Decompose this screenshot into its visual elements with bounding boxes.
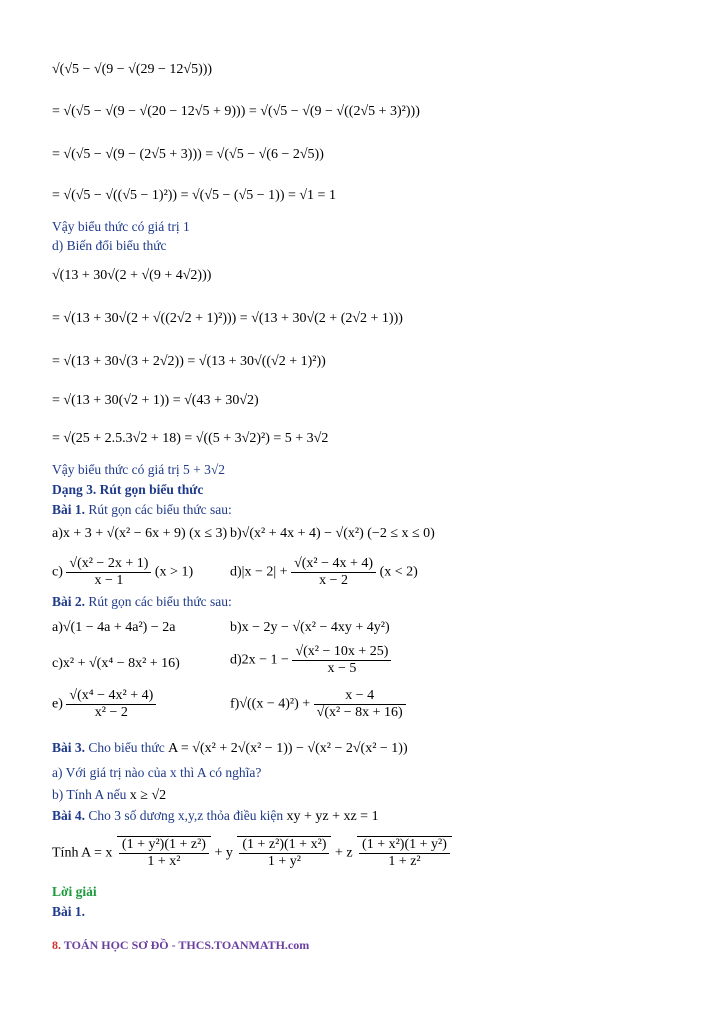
bai4-heading (52, 808, 379, 825)
bai2-f-prefix: f)√((x − 4)²) + (230, 696, 311, 712)
bai1-label: Bài 1. (52, 502, 86, 517)
term2-numerator: (1 + z²)(1 + x²) (239, 837, 329, 854)
bai4-expression (52, 836, 452, 870)
bai1-c-numerator: √(x² − 2x + 1) (66, 556, 151, 573)
c-line-3: = √(√5 − √(9 − (2√5 + 3))) = √(√5 − √(6 − 2√5)) (52, 147, 324, 162)
plus-z: + z (334, 845, 353, 861)
d-line-3: = √(13 + 30√(3 + 2√2)) = √(13 + 30√((√2 + 1)²)) (52, 354, 326, 369)
bai1-c-denominator: x − 1 (94, 573, 124, 588)
bai3-b-expression: x ≥ √2 (129, 788, 167, 803)
bai1-text: Rút gọn các biểu thức sau: (85, 502, 232, 517)
term1-fraction (119, 837, 209, 870)
term2-fraction (239, 837, 329, 870)
bai2-d-fraction (292, 644, 391, 677)
bai4-label: Bài 4. (52, 808, 86, 823)
term3-fraction (359, 837, 450, 870)
bai1-b: b)√(x² + 4x + 4) − √(x²) (−2 ≤ x ≤ 0) (230, 526, 435, 541)
bai1-d-fraction (291, 556, 376, 589)
bai3-b-text: b) Tính A nếu (52, 787, 130, 802)
page-number: 8. (52, 938, 61, 952)
bai1-c-fraction (66, 556, 151, 589)
bai2-d-numerator: √(x² − 10x + 25) (292, 644, 391, 661)
bai1-d (230, 556, 418, 589)
c-line-2: = √(√5 − √(9 − √(20 − 12√5 + 9))) = √(√5 − √(9 − √((2√5 + 3)²))) (52, 104, 420, 119)
bai2-d-prefix: d)2x − 1 − (230, 652, 289, 668)
bai2-f-fraction (314, 688, 406, 721)
conclusion-d: Vậy biểu thức có giá trị 5 + 3√2 (52, 462, 226, 477)
bai2-label: Bài 2. (52, 594, 86, 609)
term2-radical (237, 836, 331, 870)
term3-radical (357, 836, 452, 870)
bai4-text: Cho 3 số dương x,y,z thỏa điều kiện (85, 808, 287, 823)
bai2-e-fraction (66, 688, 156, 721)
tinh-prefix: Tính A = x (52, 845, 113, 861)
bai1-c-prefix: c) (52, 564, 63, 580)
bai1-d-denominator: x − 2 (319, 573, 349, 588)
bai3-text: Cho biểu thức (85, 740, 169, 755)
bai1-d-prefix: d)|x − 2| + (230, 564, 288, 580)
conclusion-c: Vậy biểu thức có giá trị 1 (52, 219, 190, 234)
bai2-d-denominator: x − 5 (327, 661, 357, 676)
bai1-d-numerator: √(x² − 4x + 4) (291, 556, 376, 573)
d-line-1: √(13 + 30√(2 + √(9 + 4√2))) (52, 268, 212, 283)
bai2-f (230, 688, 406, 721)
term1-numerator: (1 + y²)(1 + z²) (119, 837, 209, 854)
bai3-heading (52, 740, 408, 757)
bai2-e-denominator: x² − 2 (94, 705, 128, 720)
term3-numerator: (1 + x²)(1 + y²) (359, 837, 450, 854)
term3-denominator: 1 + z² (388, 854, 421, 869)
footer-site: TOÁN HỌC SƠ ĐỒ - THCS.TOANMATH.com (61, 938, 310, 952)
bai1-a: a)x + 3 + √(x² − 6x + 9) (x ≤ 3) (52, 526, 228, 541)
d-line-5: = √(25 + 2.5.3√2 + 18) = √((5 + 3√2)²) = 5 + 3√2 (52, 431, 329, 446)
bai3-expression: A = √(x² + 2√(x² − 1)) − √(x² − 2√(x² − 1)) (168, 741, 408, 756)
bai2-e-numerator: √(x⁴ − 4x² + 4) (66, 688, 156, 705)
bai1-heading (52, 502, 232, 518)
bai3-label: Bài 3. (52, 740, 86, 755)
solution-heading: Lời giải (52, 884, 97, 899)
bai3-question-b (52, 787, 166, 804)
d-line-4: = √(13 + 30(√2 + 1)) = √(43 + 30√2) (52, 393, 259, 408)
bai1-c-condition: (x > 1) (154, 564, 194, 580)
bai2-c: c)x² + √(x⁴ − 8x² + 16) (52, 656, 180, 671)
bai1-d-condition: (x < 2) (379, 564, 418, 580)
bai2-d (230, 644, 391, 677)
bai2-e-prefix: e) (52, 696, 63, 712)
bai2-b: b)x − 2y − √(x² − 4xy + 4y²) (230, 620, 390, 635)
bai1-c (52, 556, 193, 589)
term1-denominator: 1 + x² (147, 854, 181, 869)
bai2-e (52, 688, 156, 721)
bai4-condition: xy + yz + xz = 1 (286, 809, 379, 824)
d-line-2: = √(13 + 30√(2 + √((2√2 + 1)²))) = √(13 + 30√(2 + (2√2 + 1))) (52, 311, 403, 326)
plus-y: + y (214, 845, 233, 861)
solution-bai1: Bài 1. (52, 904, 86, 919)
bai2-a: a)√(1 − 4a + 4a²) − 2a (52, 620, 176, 635)
section-heading: Dạng 3. Rút gọn biểu thức (52, 482, 204, 497)
c-line-1: √(√5 − √(9 − √(29 − 12√5))) (52, 62, 213, 77)
bai2-heading (52, 594, 232, 610)
term2-denominator: 1 + y² (267, 854, 301, 869)
part-d-heading: d) Biến đổi biểu thức (52, 238, 167, 253)
bai2-text: Rút gọn các biểu thức sau: (85, 594, 232, 609)
c-line-4: = √(√5 − √((√5 − 1)²)) = √(√5 − (√5 − 1)) = √1 = 1 (52, 188, 336, 203)
page-footer (52, 938, 309, 953)
term1-radical (117, 836, 211, 870)
bai2-f-numerator: x − 4 (314, 688, 406, 705)
bai2-f-denominator: √(x² − 8x + 16) (316, 705, 403, 720)
bai3-question-a: a) Với giá trị nào của x thì A có nghĩa? (52, 765, 262, 780)
